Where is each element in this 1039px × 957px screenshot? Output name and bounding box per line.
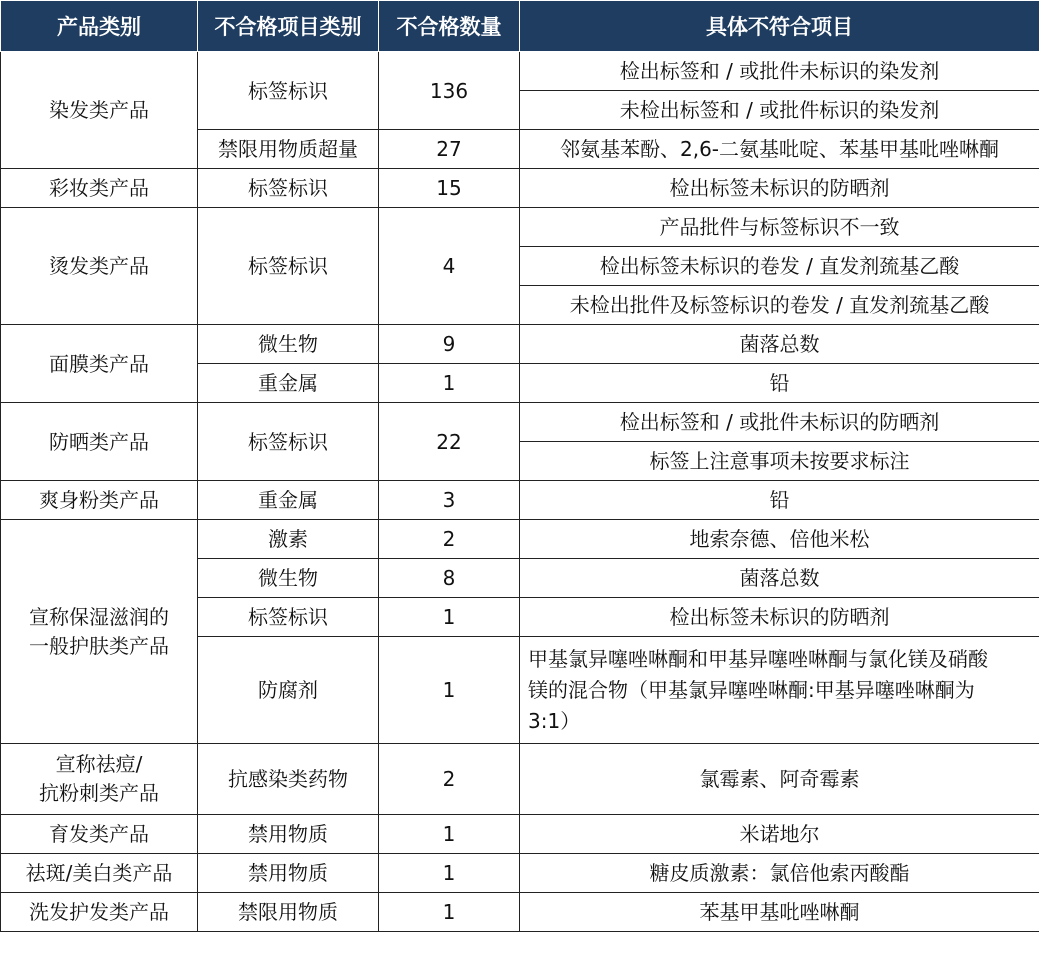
table-row xyxy=(1,854,1039,893)
detail-cell: 菌落总数 xyxy=(520,559,1039,598)
table-row xyxy=(1,481,1039,520)
header-product-category: 产品类别 xyxy=(1,1,198,52)
item-category-cell: 禁限用物质 xyxy=(198,893,379,932)
product-category-cell: 爽身粉类产品 xyxy=(1,481,198,520)
table-row xyxy=(1,208,1039,247)
category-line: 一般护肤类产品 xyxy=(29,633,169,658)
detail-cell: 检出标签未标识的防晒剂 xyxy=(520,598,1039,637)
quantity-cell: 8 xyxy=(379,559,520,598)
category-line: 宣称保湿滋润的 xyxy=(29,604,169,629)
table-row xyxy=(1,325,1039,364)
item-category-cell: 微生物 xyxy=(198,325,379,364)
quantity-cell: 15 xyxy=(379,169,520,208)
detail-line: 镁的混合物（甲基氯异噻唑啉酮:甲基异噻唑啉酮为 xyxy=(528,677,975,702)
detail-cell: 检出标签未标识的卷发 / 直发剂巯基乙酸 xyxy=(520,247,1039,286)
product-category-cell: 洗发护发类产品 xyxy=(1,893,198,932)
item-category-cell: 重金属 xyxy=(198,364,379,403)
category-line: 抗粉刺类产品 xyxy=(39,781,159,805)
item-category-cell: 标签标识 xyxy=(198,598,379,637)
quantity-cell: 9 xyxy=(379,325,520,364)
header-quantity: 不合格数量 xyxy=(379,1,520,52)
table-row xyxy=(1,815,1039,854)
category-line: 宣称祛痘/ xyxy=(55,752,143,776)
header-specific-items: 具体不符合项目 xyxy=(520,1,1039,52)
detail-line: 3:1） xyxy=(528,708,581,733)
quantity-cell: 22 xyxy=(379,403,520,481)
quantity-cell: 1 xyxy=(379,893,520,932)
header-item-category: 不合格项目类别 xyxy=(198,1,379,52)
quantity-cell: 2 xyxy=(379,744,520,815)
detail-cell: 标签上注意事项未按要求标注 xyxy=(520,442,1039,481)
item-category-cell: 微生物 xyxy=(198,559,379,598)
product-category-cell: 祛斑/美白类产品 xyxy=(1,854,198,893)
product-category-cell: 染发类产品 xyxy=(1,52,198,169)
table-row xyxy=(1,520,1039,559)
table-row xyxy=(1,744,1039,815)
quantity-cell: 3 xyxy=(379,481,520,520)
detail-cell: 地索奈德、倍他米松 xyxy=(520,520,1039,559)
quantity-cell: 27 xyxy=(379,130,520,169)
item-category-cell: 标签标识 xyxy=(198,169,379,208)
detail-cell: 产品批件与标签标识不一致 xyxy=(520,208,1039,247)
product-category-cell xyxy=(1,520,198,744)
detail-line: 甲基氯异噻唑啉酮和甲基异噻唑啉酮与氯化镁及硝酸 xyxy=(528,646,988,671)
detail-cell: 糖皮质激素：氯倍他索丙酸酯 xyxy=(520,854,1039,893)
table-row xyxy=(1,403,1039,442)
item-category-cell: 禁用物质 xyxy=(198,815,379,854)
detail-cell xyxy=(520,637,1039,744)
table-row xyxy=(1,52,1039,91)
item-category-cell: 标签标识 xyxy=(198,52,379,130)
product-category-cell: 彩妆类产品 xyxy=(1,169,198,208)
quantity-cell: 1 xyxy=(379,815,520,854)
detail-cell: 苯基甲基吡唑啉酮 xyxy=(520,893,1039,932)
detail-cell: 未检出批件及标签标识的卷发 / 直发剂巯基乙酸 xyxy=(520,286,1039,325)
item-category-cell: 标签标识 xyxy=(198,208,379,325)
detail-cell: 检出标签和 / 或批件未标识的防晒剂 xyxy=(520,403,1039,442)
item-category-cell: 禁用物质 xyxy=(198,854,379,893)
detail-cell: 检出标签和 / 或批件未标识的染发剂 xyxy=(520,52,1039,91)
product-category-cell xyxy=(1,744,198,815)
product-category-cell: 育发类产品 xyxy=(1,815,198,854)
product-category-cell: 面膜类产品 xyxy=(1,325,198,403)
quantity-cell: 1 xyxy=(379,598,520,637)
detail-cell: 未检出标签和 / 或批件标识的染发剂 xyxy=(520,91,1039,130)
detail-cell: 检出标签未标识的防晒剂 xyxy=(520,169,1039,208)
product-category-cell: 烫发类产品 xyxy=(1,208,198,325)
item-category-cell: 抗感染类药物 xyxy=(198,744,379,815)
detail-cell: 邻氨基苯酚、2,6-二氨基吡啶、苯基甲基吡唑啉酮 xyxy=(520,130,1039,169)
detail-cell: 氯霉素、阿奇霉素 xyxy=(520,744,1039,815)
quantity-cell: 1 xyxy=(379,364,520,403)
item-category-cell: 激素 xyxy=(198,520,379,559)
item-category-cell: 防腐剂 xyxy=(198,637,379,744)
quantity-cell: 1 xyxy=(379,637,520,744)
detail-cell: 米诺地尔 xyxy=(520,815,1039,854)
table-header-row xyxy=(1,1,1039,52)
quantity-cell: 2 xyxy=(379,520,520,559)
detail-cell: 菌落总数 xyxy=(520,325,1039,364)
item-category-cell: 禁限用物质超量 xyxy=(198,130,379,169)
quantity-cell: 136 xyxy=(379,52,520,130)
detail-cell: 铅 xyxy=(520,481,1039,520)
table-row xyxy=(1,169,1039,208)
quantity-cell: 4 xyxy=(379,208,520,325)
item-category-cell: 标签标识 xyxy=(198,403,379,481)
detail-cell: 铅 xyxy=(520,364,1039,403)
item-category-cell: 重金属 xyxy=(198,481,379,520)
product-category-cell: 防晒类产品 xyxy=(1,403,198,481)
table-row xyxy=(1,893,1039,932)
quantity-cell: 1 xyxy=(379,854,520,893)
